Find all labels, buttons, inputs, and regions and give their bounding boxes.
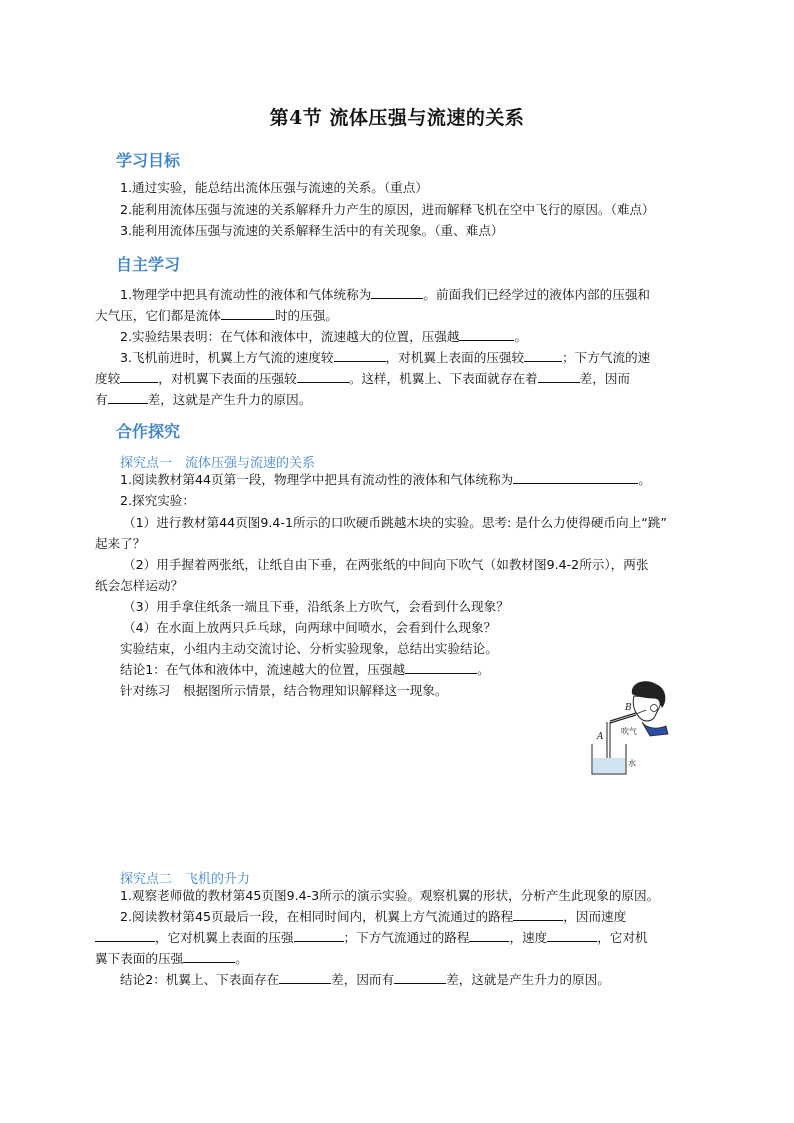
text: 结论1：在气体和液体中，流速越大的位置，压强越 xyxy=(120,662,406,677)
goal-1: 1.通过实验，能总结出流体压强与流速的关系。（重点） xyxy=(120,180,428,195)
text: 有 xyxy=(95,392,108,407)
answer-blank[interactable] xyxy=(108,390,148,404)
text: 2.阅读教材第45页最后一段，在相同时间内，机翼上方气流通过的路程 xyxy=(120,909,514,924)
experiment-2-line1: （2）用手握着两张纸，让纸自由下垂，在两张纸的中间向下吹气（如教材图9.4-2所示），两张 xyxy=(123,557,649,572)
answer-blank[interactable] xyxy=(221,306,275,320)
self-q3-line1 xyxy=(120,347,650,368)
answer-blank[interactable] xyxy=(334,348,386,362)
page-title: 第4节 流体压强与流速的关系 xyxy=(269,107,525,129)
text: ，因而速度 xyxy=(563,909,627,924)
text: 大气压，它们都是流体 xyxy=(95,308,221,323)
experiment-1-line2: 起来了？ xyxy=(95,536,146,551)
text: 翼下表面的压强 xyxy=(95,951,184,966)
text: 差，因而有 xyxy=(331,972,395,987)
section-heading-self-study: 自主学习 xyxy=(116,255,181,274)
conclusion-1 xyxy=(120,659,490,680)
text: 差，这就是产生升力的原因。 xyxy=(147,392,312,407)
explore2-p2-line3 xyxy=(95,948,248,969)
text: 。这样，机翼上、下表面就存在着 xyxy=(348,371,538,386)
figure-label-a: A xyxy=(597,732,604,742)
answer-blank[interactable] xyxy=(183,949,235,963)
text: ；下方气流的速 xyxy=(562,350,651,365)
text: 1.阅读教材第44页第一段，物理学中把具有流动性的液体和气体统称为 xyxy=(120,472,514,487)
text: 差，这就是产生升力的原因。 xyxy=(446,972,610,987)
text: 3.飞机前进时，机翼上方气流的速度较 xyxy=(120,350,334,365)
explore1-p1 xyxy=(120,469,651,490)
text: 结论2：机翼上、下表面存在 xyxy=(120,972,280,987)
answer-blank[interactable] xyxy=(513,470,638,484)
explore1-heading: 探究点一 流体压强与流速的关系 xyxy=(120,456,316,471)
text: 2.实验结果表明：在气体和液体中，流速越大的位置，压强越 xyxy=(120,329,460,344)
answer-blank[interactable] xyxy=(524,348,562,362)
answer-blank[interactable] xyxy=(294,928,344,942)
experiment-4: （4）在水面上放两只乒乓球，向两球中间喷水，会看到什么现象？ xyxy=(123,620,497,635)
text: ，速度 xyxy=(509,930,548,945)
self-q1-line2 xyxy=(95,305,338,326)
text: 。前面我们已经学过的液体内部的压强和 xyxy=(423,287,650,302)
answer-blank[interactable] xyxy=(547,928,597,942)
experiment-1-line1: （1）进行教材第44页图9.4-1所示的口吹硬币跳越木块的实验。思考: 是什么力使得硬币向上“跳” xyxy=(123,515,667,530)
text: 度较 xyxy=(95,371,121,386)
self-q3-line3 xyxy=(95,389,311,410)
text: 时的压强。 xyxy=(274,308,338,323)
section-heading-goals: 学习目标 xyxy=(116,151,181,170)
experiment-2-line2: 纸会怎样运动？ xyxy=(95,578,184,593)
goal-3: 3.能利用流体压强与流速的关系解释生活中的有关现象。（重、难点） xyxy=(120,223,504,238)
conclusion-2 xyxy=(120,969,610,990)
self-q3-line2 xyxy=(95,368,630,389)
explore2-p1: 1.观察老师做的教材第45页图9.4-3所示的演示实验。观察机翼的形状，分析产生此现象的原因。 xyxy=(120,888,660,903)
answer-blank[interactable] xyxy=(297,369,349,383)
text: ，对机翼下表面的压强较 xyxy=(158,371,297,386)
practice-prompt: 针对练习 根据图所示情景，结合物理知识解释这一现象。 xyxy=(120,683,448,698)
text: ，它对机 xyxy=(597,930,648,945)
text: ；下方气流通过的路程 xyxy=(343,930,470,945)
goal-2: 2.能利用流体压强与流速的关系解释升力产生的原因，进而解释飞机在空中飞行的原因。（难点） xyxy=(120,202,655,217)
explore2-heading: 探究点二 飞机的升力 xyxy=(120,872,251,887)
blowing-straw-figure xyxy=(580,676,670,776)
experiment-3: （3）用手拿住纸条一端且下垂，沿纸条上方吹气，会看到什么现象？ xyxy=(123,599,509,614)
text: 。 xyxy=(514,329,528,344)
answer-blank[interactable] xyxy=(538,369,580,383)
text: 。 xyxy=(638,472,651,487)
answer-blank[interactable] xyxy=(95,928,155,942)
answer-blank[interactable] xyxy=(405,660,477,674)
answer-blank[interactable] xyxy=(394,970,446,984)
answer-blank[interactable] xyxy=(279,970,331,984)
shirt-icon xyxy=(642,722,668,736)
answer-blank[interactable] xyxy=(513,907,563,921)
explore1-p2: 2.探究实验： xyxy=(120,493,195,508)
answer-blank[interactable] xyxy=(469,928,509,942)
text: 。 xyxy=(477,662,490,677)
self-q1-line1 xyxy=(120,284,650,305)
answer-blank[interactable] xyxy=(371,285,423,299)
explore2-p2-line1 xyxy=(120,906,626,927)
self-q2 xyxy=(120,326,527,347)
text: 1.物理学中把具有流动性的液体和气体统称为 xyxy=(120,287,372,302)
section-heading-cooperate: 合作探究 xyxy=(116,422,181,441)
answer-blank[interactable] xyxy=(120,369,158,383)
figure-label-water: 水 xyxy=(628,759,636,768)
experiment-summary: 实验结束，小组内主动交流讨论、分析实验现象，总结出实验结论。 xyxy=(120,641,498,656)
explore2-p2-line2 xyxy=(95,927,648,948)
figure-label-b: B xyxy=(625,703,632,713)
figure-label-blow: 吹气 xyxy=(621,727,637,736)
text: ，对机翼上表面的压强较 xyxy=(385,350,525,365)
text: ，它对机翼上表面的压强 xyxy=(155,930,294,945)
text: 。 xyxy=(235,951,248,966)
answer-blank[interactable] xyxy=(459,327,514,341)
text: 差，因而 xyxy=(579,371,630,386)
